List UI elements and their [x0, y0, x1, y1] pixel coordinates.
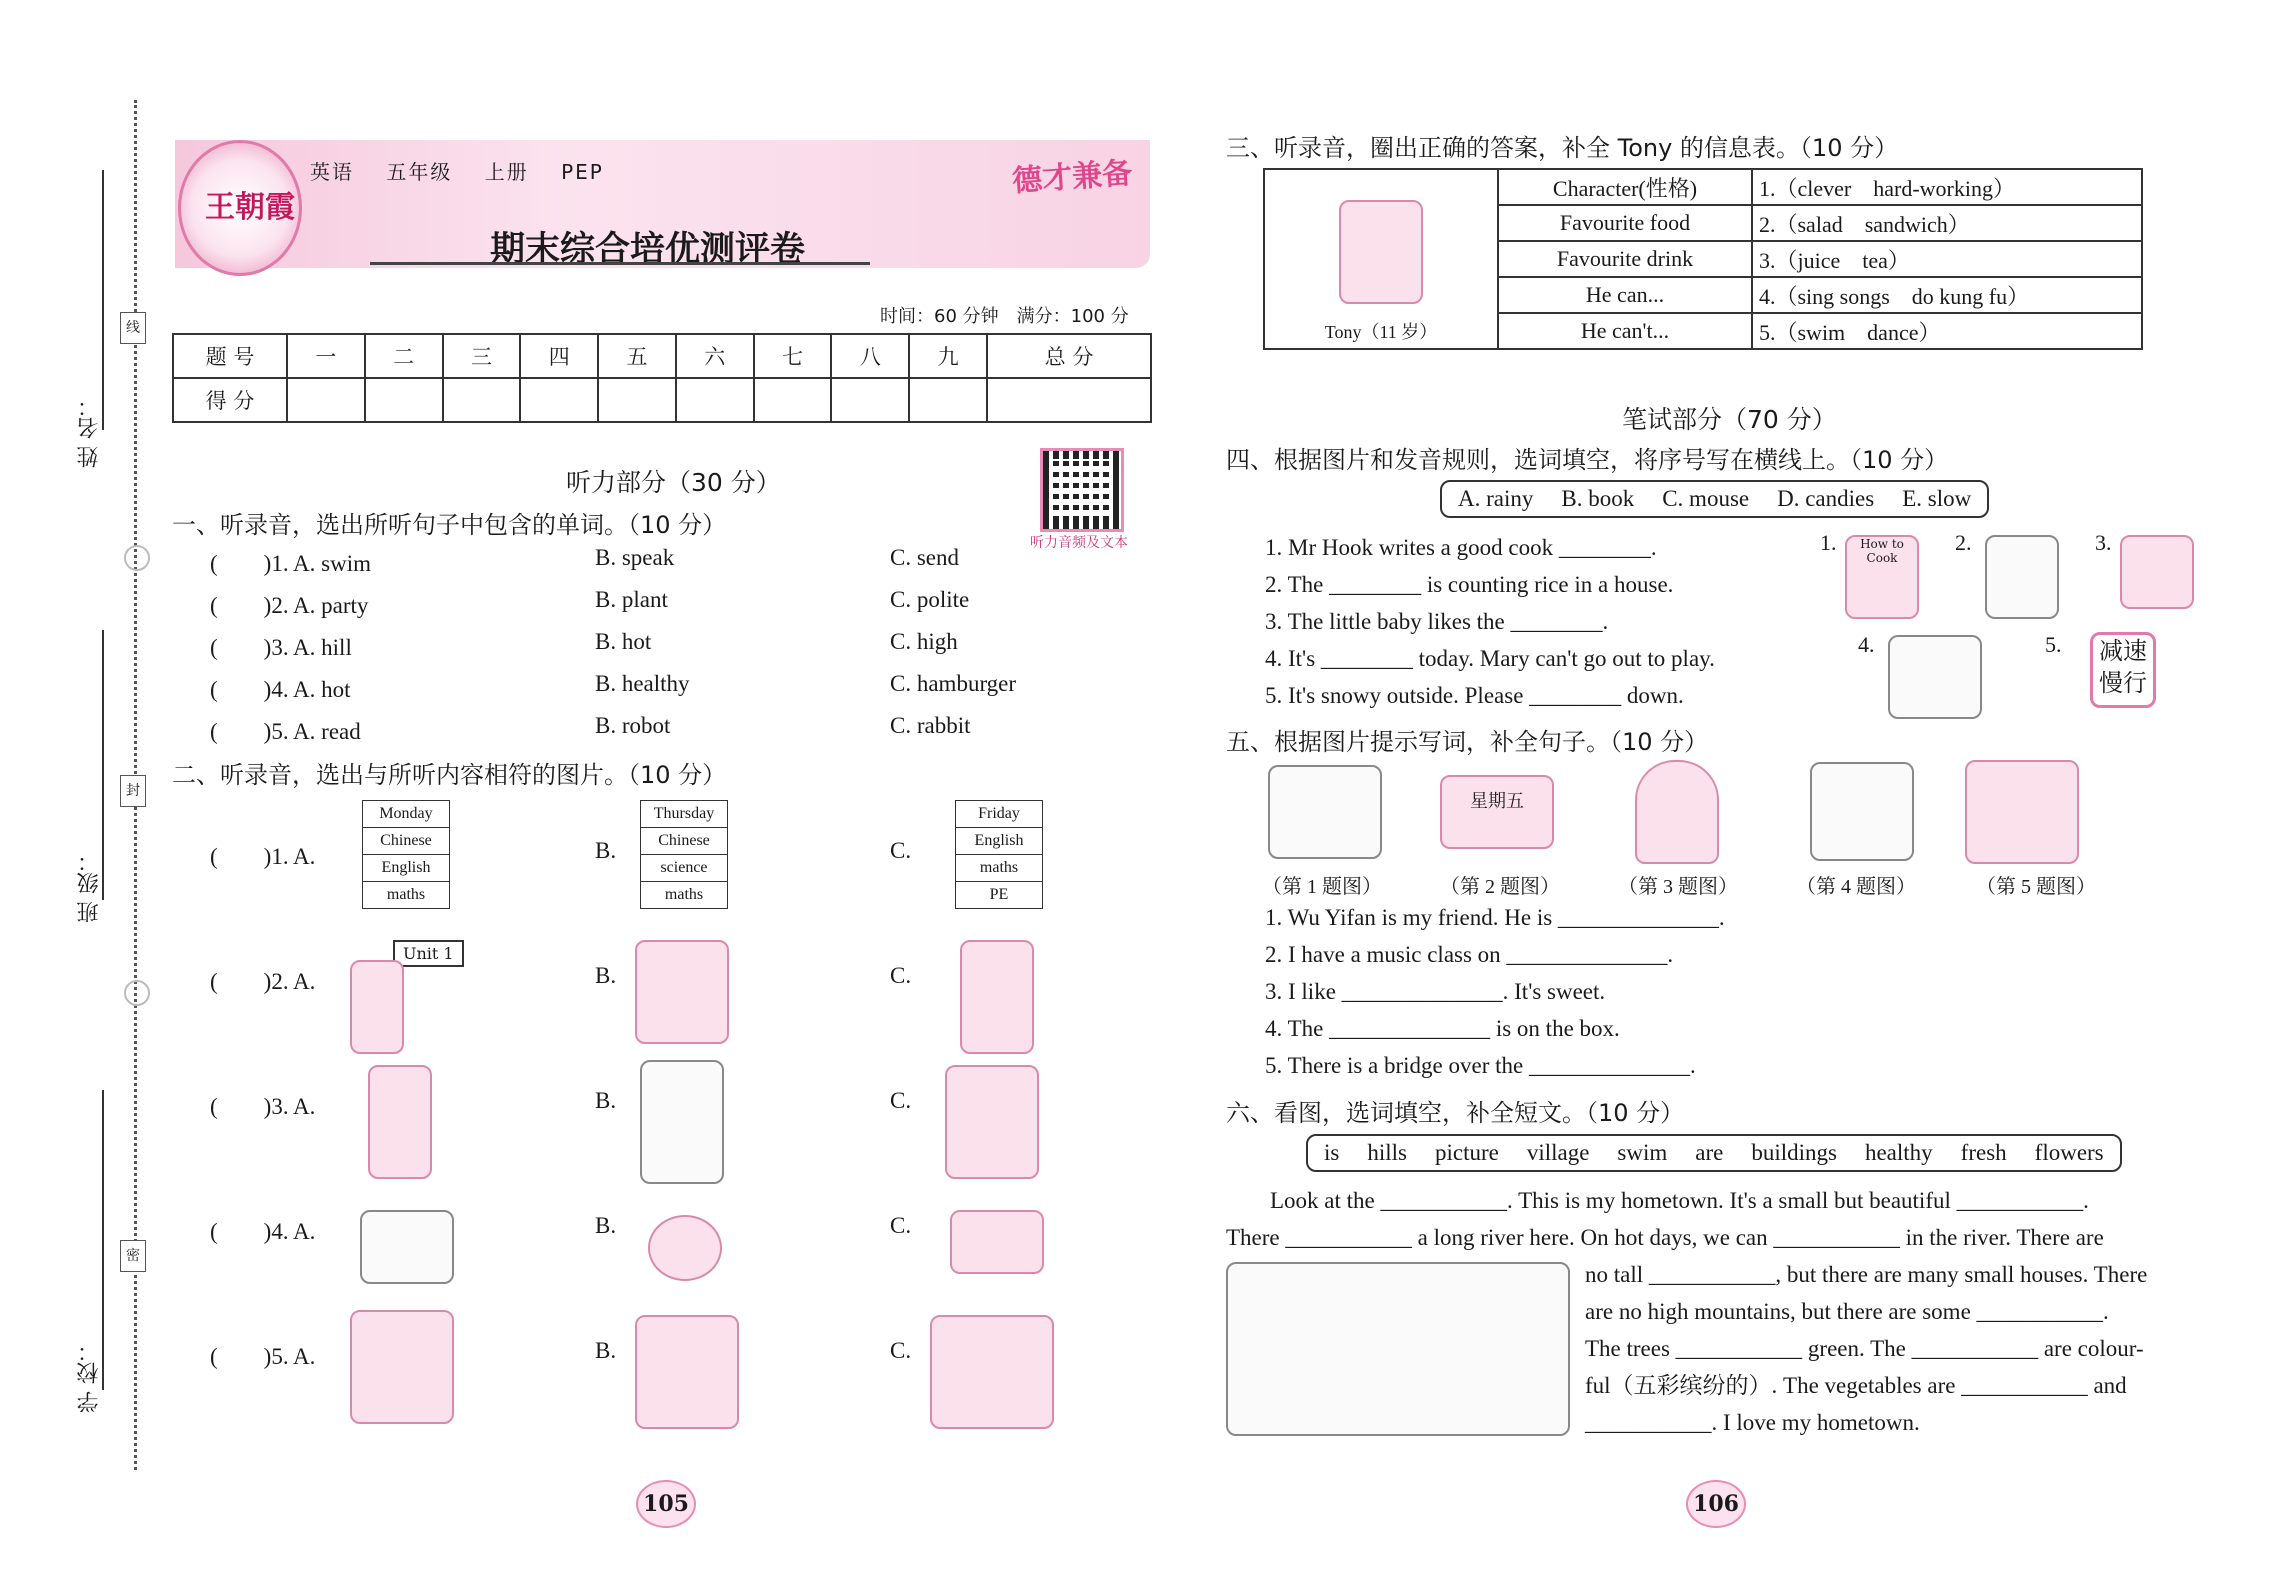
s4-word: A. rainy [1458, 486, 1534, 511]
tony-info-table [1263, 168, 2143, 350]
boy-hardworking-picture [1268, 765, 1382, 859]
s2-item-1-c: C. [890, 838, 912, 863]
edition: PEP [561, 160, 604, 184]
s2-item-4-label: ( )4. A. [210, 1219, 316, 1244]
logo-text: 王朝霞 [205, 190, 295, 225]
s6-word: village [1526, 1140, 1590, 1165]
score-cell [365, 378, 443, 422]
s4-pic3-num: 3. [2095, 530, 2112, 555]
s1-item-3-a: ( )3. A. hill [210, 635, 352, 660]
passage-line-2: There ___________ a long river here. On hot days, we can ___________ in the river. There are [1226, 1225, 2104, 1250]
score-table [172, 333, 1152, 423]
s5-caption-1: （第 1 题图） [1262, 876, 1382, 898]
score-row [173, 378, 1151, 422]
s1-item-5-c: C. rabbit [890, 713, 971, 738]
score-header-cell: 八 [831, 334, 909, 378]
timetable-cell: English [956, 828, 1043, 855]
page-number-right: 106 [1686, 1480, 1746, 1528]
s4-word: C. mouse [1662, 486, 1750, 511]
timetable-cell: maths [956, 855, 1043, 882]
score-cell [287, 378, 365, 422]
passage-line-6: ful（五彩缤纷的）. The vegetables are ___________ and [1585, 1373, 2127, 1398]
score-cell [598, 378, 676, 422]
s5-item-4: 4. The ______________ is on the box. [1265, 1016, 1620, 1041]
s2-item-1-b: B. [595, 838, 617, 863]
s6-word: hills [1367, 1140, 1407, 1165]
listening-title: 听力部分（30 分） [566, 468, 781, 497]
s5-caption-3: （第 3 题图） [1618, 876, 1738, 898]
grade: 五年级 [386, 160, 453, 184]
s2-item-3-c: C. [890, 1088, 912, 1113]
tony-picture-cell [1264, 169, 1498, 349]
s6-word: fresh [1960, 1140, 2007, 1165]
s1-item-1-a: ( )1. A. swim [210, 551, 371, 576]
info-label: Favourite food [1498, 205, 1752, 241]
score-cell [520, 378, 598, 422]
page-title: 期末综合培优测评卷 [490, 230, 806, 270]
section5-title: 五、根据图片提示写词，补全句子。（10 分） [1226, 728, 1709, 756]
timetable-cell: maths [363, 882, 450, 909]
boy-painting-icon [350, 1310, 454, 1424]
score-header-cell: 一 [287, 334, 365, 378]
s1-item-1-b: B. speak [595, 545, 675, 570]
s6-word: is [1324, 1140, 1340, 1165]
name-label: 姓 名： [77, 395, 102, 468]
timetable-cell: maths [641, 882, 728, 909]
s6-word: healthy [1864, 1140, 1933, 1165]
score-cell [676, 378, 754, 422]
section2-title: 二、听录音，选出与所听内容相符的图片。（10 分） [172, 761, 727, 789]
s2-item-2-c: C. [890, 963, 912, 988]
written-title: 笔试部分（70 分） [1622, 405, 1837, 434]
slow-down-sign: 减速慢行 [2090, 632, 2156, 708]
section1-title: 一、听录音，选出所听句子中包含的单词。（10 分） [172, 511, 727, 539]
river-bridge-picture [1965, 760, 2079, 864]
section3-title: 三、听录音，圈出正确的答案，补全 Tony 的信息表。（10 分） [1226, 134, 1899, 162]
score-cell [831, 378, 909, 422]
s2-item-4-c: C. [890, 1213, 912, 1238]
info-label: Favourite drink [1498, 241, 1752, 277]
score-header-cell: 三 [443, 334, 521, 378]
s1-item-5-a: ( )5. A. read [210, 719, 361, 744]
s4-pic1-num: 1. [1820, 530, 1837, 555]
unit-board: Unit 1 [393, 940, 464, 967]
s6-word: are [1695, 1140, 1724, 1165]
volume: 上册 [484, 160, 529, 184]
timetable-cell: science [641, 855, 728, 882]
section6-title: 六、看图，选词填空，补全短文。（10 分） [1226, 1099, 1685, 1127]
s5-item-1: 1. Wu Yifan is my friend. He is ______________. [1265, 905, 1725, 930]
school-label: 学 校： [77, 1340, 102, 1413]
info-options: 1.（clever hard-working） [1752, 169, 2142, 205]
score-header-row [173, 334, 1151, 378]
s5-item-5: 5. There is a bridge over the ______________. [1265, 1053, 1696, 1078]
info-label: He can... [1498, 277, 1752, 313]
s4-item-3: 3. The little baby likes the ________. [1265, 609, 1609, 634]
book-meta [310, 156, 628, 185]
ballet-dancer-icon [640, 1060, 724, 1184]
s2-item-2-label: ( )2. A. [210, 969, 316, 994]
exam-time: 时间：60 分钟 满分：100 分 [880, 306, 1129, 327]
s2-item-1-label: ( )1. A. [210, 844, 316, 869]
section4-title: 四、根据图片和发音规则，选词填空，将序号写在横线上。（10 分） [1226, 446, 1949, 474]
s1-item-3-b: B. hot [595, 629, 652, 654]
s2-item-5-c: C. [890, 1338, 912, 1363]
score-cell [443, 378, 521, 422]
score-header-cell: 二 [365, 334, 443, 378]
timetable-b [640, 800, 728, 909]
page-number-left: 105 [636, 1480, 696, 1528]
badge: 德才兼备 [1011, 155, 1134, 200]
score-header-cell: 九 [909, 334, 987, 378]
grandma-icon [960, 940, 1034, 1054]
timetable-cell: PE [956, 882, 1043, 909]
calendar-text: 星期五 [1470, 791, 1524, 812]
girl-teacher-icon [350, 960, 404, 1054]
s4-item-4: 4. It's ________ today. Mary can't go out to play. [1265, 646, 1715, 671]
score-header-cell: 四 [520, 334, 598, 378]
s4-word: D. candies [1777, 486, 1875, 511]
tony-boy-icon [1339, 200, 1423, 304]
info-options: 2.（salad sandwich） [1752, 205, 2142, 241]
score-header-cell: 总 分 [987, 334, 1151, 378]
s1-item-2-c: C. polite [890, 587, 970, 612]
s1-item-5-b: B. robot [595, 713, 671, 738]
section4-word-bank [1440, 480, 1989, 518]
binding-mark-seal: 封 [120, 775, 146, 807]
timetable-cell: Friday [956, 801, 1043, 828]
score-header-cell: 七 [754, 334, 832, 378]
s2-item-4-b: B. [595, 1213, 617, 1238]
binding-hole-icon [124, 980, 150, 1006]
s4-word: B. book [1561, 486, 1635, 511]
timetable-cell: Chinese [641, 828, 728, 855]
info-label: Character(性格) [1498, 169, 1752, 205]
s6-word: picture [1434, 1140, 1499, 1165]
mouse-picture [1985, 535, 2059, 619]
section6-word-bank [1306, 1134, 2122, 1172]
s4-pic4-num: 4. [1858, 632, 1875, 657]
tony-caption: Tony（11 岁） [1324, 322, 1438, 342]
info-options: 4.（sing songs do kung fu） [1752, 277, 2142, 313]
s1-item-4-a: ( )4. A. hot [210, 677, 351, 702]
s4-pic2-num: 2. [1955, 530, 1972, 555]
boy-cooking-icon [635, 1315, 739, 1429]
score-label-cell: 得 分 [173, 378, 287, 422]
timetable-c [955, 800, 1043, 909]
s4-item-2: 2. The ________ is counting rice in a house. [1265, 572, 1674, 597]
info-label: He can't... [1498, 313, 1752, 349]
boy-reading-desk-icon [930, 1315, 1054, 1429]
s2-item-5-label: ( )5. A. [210, 1344, 316, 1369]
score-header-cell: 六 [676, 334, 754, 378]
score-header-cell: 题 号 [173, 334, 287, 378]
rainy-window-picture [1888, 635, 1982, 719]
ice-cream-picture [1635, 760, 1719, 864]
cookbook-picture [1845, 535, 1919, 619]
s2-item-2-b: B. [595, 963, 617, 988]
s1-item-3-c: C. high [890, 629, 958, 654]
passage-line-4: are no high mountains, but there are some ___________. [1585, 1299, 2109, 1324]
subject: 英语 [310, 160, 354, 184]
timetable-cell: Monday [363, 801, 450, 828]
bread-icon [360, 1210, 454, 1284]
qr-code-icon[interactable] [1040, 448, 1124, 532]
s6-word: flowers [2034, 1140, 2104, 1165]
info-options: 3.（juice tea） [1752, 241, 2142, 277]
timetable-a [362, 800, 450, 909]
passage-line-5: The trees ___________ green. The ___________ are colour- [1585, 1336, 2144, 1361]
timetable-cell: Thursday [641, 801, 728, 828]
score-cell [754, 378, 832, 422]
s1-item-4-c: C. hamburger [890, 671, 1017, 696]
passage-line-7: ___________. I love my hometown. [1585, 1410, 1920, 1435]
friday-calendar-picture [1440, 775, 1554, 849]
s5-caption-2: （第 2 题图） [1440, 876, 1560, 898]
passage-line-1: Look at the ___________. This is my hometown. It's a small but beautiful ___________. [1270, 1188, 2089, 1213]
girl-singing-icon [945, 1065, 1039, 1179]
s5-caption-5: （第 5 题图） [1976, 876, 2096, 898]
girl-reading-icon [635, 940, 729, 1044]
s1-item-2-a: ( )2. A. party [210, 593, 369, 618]
s1-item-1-c: C. send [890, 545, 959, 570]
binding-hole-icon [124, 545, 150, 571]
s5-item-2: 2. I have a music class on ______________. [1265, 942, 1674, 967]
cookbook-title: How to Cook [1860, 537, 1904, 565]
s2-item-3-label: ( )3. A. [210, 1094, 316, 1119]
s1-item-4-b: B. healthy [595, 671, 690, 696]
hometown-village-picture [1226, 1262, 1570, 1436]
score-header-cell: 五 [598, 334, 676, 378]
name-line [102, 170, 104, 430]
s5-item-3: 3. I like ______________. It's sweet. [1265, 979, 1606, 1004]
score-cell [987, 378, 1151, 422]
s2-item-5-b: B. [595, 1338, 617, 1363]
s4-item-5: 5. It's snowy outside. Please ________ down. [1265, 683, 1684, 708]
score-cell [909, 378, 987, 422]
sandwich-icon [950, 1210, 1044, 1274]
s4-word: E. slow [1902, 486, 1972, 511]
girl-pipa-icon [368, 1065, 432, 1179]
class-label: 班 级： [77, 850, 102, 923]
s6-word: swim [1617, 1140, 1668, 1165]
s5-caption-4: （第 4 题图） [1796, 876, 1916, 898]
timetable-cell: Chinese [363, 828, 450, 855]
binding-mark-line: 线 [120, 312, 146, 344]
s6-word: buildings [1751, 1140, 1837, 1165]
info-options: 5.（swim dance） [1752, 313, 2142, 349]
s2-item-3-b: B. [595, 1088, 617, 1113]
title-underline [370, 262, 870, 265]
clock-on-box-picture [1810, 762, 1914, 861]
baby-picture [2120, 535, 2194, 609]
s4-item-1: 1. Mr Hook writes a good cook ________. [1265, 535, 1657, 560]
timetable-cell: English [363, 855, 450, 882]
hamburger-icon [648, 1215, 722, 1281]
binding-mark-secret: 密 [120, 1240, 146, 1272]
s1-item-2-b: B. plant [595, 587, 668, 612]
passage-line-3: no tall ___________, but there are many small houses. There [1585, 1262, 2148, 1287]
qr-label: 听力音频及文本 [1030, 535, 1128, 551]
s4-pic5-num: 5. [2045, 632, 2062, 657]
